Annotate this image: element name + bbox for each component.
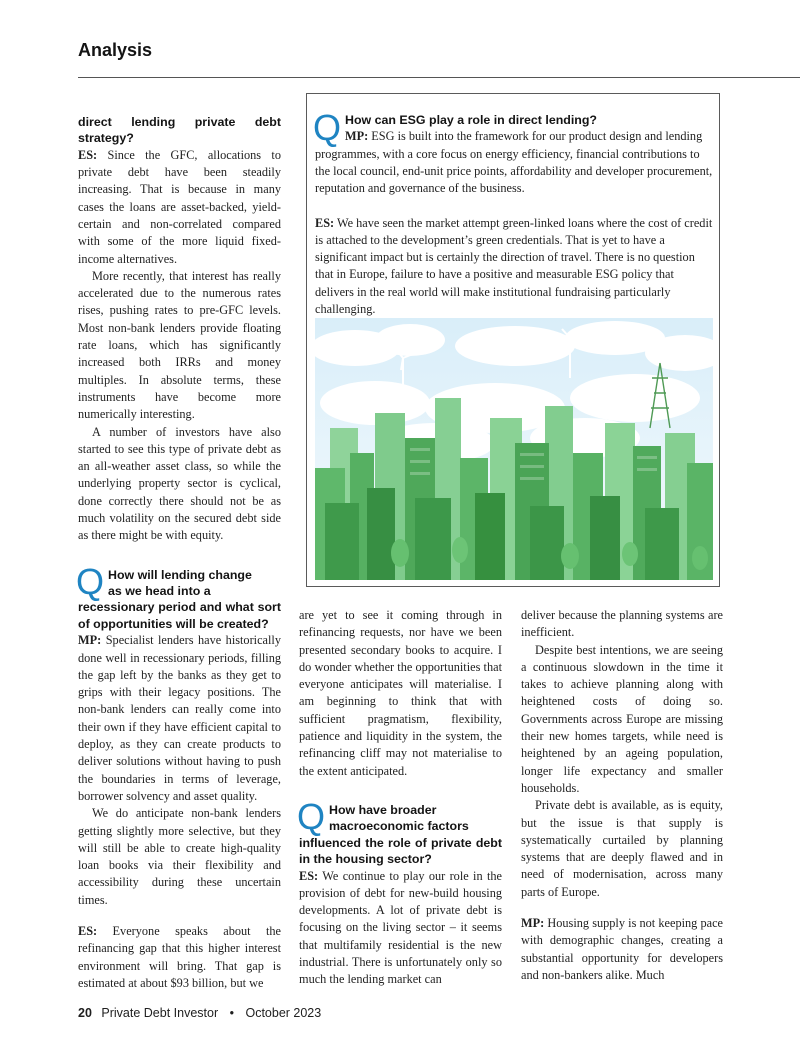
question-mark-glyph: Q <box>313 107 342 148</box>
header-rule <box>78 77 800 78</box>
paragraph: Despite best intentions, we are seeing a continuous slowdown in the time it takes to achieve planning along with heightened costs of doing so. Governments across Europe are missing their new homes targets, while need is heightened by an ageing population, longer life expectancy and smaller households. <box>521 642 723 795</box>
paragraph: MP: Housing supply is not keeping pace with demographic changes, creating a substantial opportunity for developers and non-bankers alike. Much <box>521 916 723 982</box>
question-heading: How have broader macroeconomic factors influenced the role of private debt in the housing sector? <box>299 802 502 867</box>
question-heading: How can ESG play a role in direct lending? <box>345 113 597 127</box>
publication-name: Private Debt Investor <box>101 1006 219 1020</box>
paragraph: ES: Everyone speaks about the refinancing gap that this higher interest environment will bring. That gap is estimated at about $93 billion, but we <box>78 924 281 990</box>
paragraph: More recently, that interest has really accelerated due to the numerous rates rises, pushing rates to pre-GFC levels. Most non-bank lenders provide floating rate loans, which has significantly increased both IRRs and money multiples. In absolute terms, these instruments have become more numerically interesting. <box>78 268 281 422</box>
column-3 <box>521 607 723 984</box>
question-block <box>76 560 281 633</box>
paragraph: MP: Specialist lenders have historically done well in recessionary periods, filling the gap left by the banks as they get to grips with their legacy positions. The non-bank lenders can really come into their own if they have efficient capital to deploy, as they can create products to deliver solutions without having to push the boundaries in terms of leverage, borrower solvency and asset quality. <box>78 633 281 803</box>
paragraph: deliver because the planning systems are inefficient. <box>521 608 723 640</box>
question-block <box>297 795 502 868</box>
section-title: Analysis <box>78 40 153 60</box>
paragraph: ES: Since the GFC, allocations to private debt have been steadily increasing. That is because in many cases the loans are asset-backed, yield-certain and non-correlated compared with some of the more liquid fixed-income alternatives. <box>78 147 281 266</box>
paragraph: MP: ESG is built into the framework for our product design and lending programmes, with a core focus on energy efficiency, financial contributions to the local council, end-unit price points, affordability and developer procurement, reputation and governance of the business. <box>315 129 713 196</box>
question-heading-continued: direct lending private debt strategy? <box>78 115 281 146</box>
footer-separator: • <box>229 1006 234 1020</box>
question-mark-glyph: Q <box>297 795 326 837</box>
speaker-label: ES: <box>78 147 98 162</box>
paragraph: are yet to see it coming through in refinancing requests, nor have we been presented secondary books to acquire. I do wonder whether the opportunities that everyone anticipates will materialise. I am beginning to think that with sufficient pragmatism, flexibility, patience and liquidity in the system, the refinancing cliff may not materialise to the extent anticipated. <box>299 608 502 778</box>
paragraph: ES: We continue to play our role in the provision of debt for new-build housing developments. A lot of private debt is focusing on the living sector – it seems that multifamily residential is the new industrial. There is unfortunately only so much the lending market can <box>299 868 502 987</box>
speaker-label: ES: <box>299 868 319 883</box>
paragraph: A number of investors have also started to see this type of private debt as an all-weather asset class, so while the underlying property sector is cyclical, done correctly there should not be as much volatility on the secured debt side as there might be with equity. <box>78 424 281 543</box>
page-number: 20 <box>78 1006 92 1020</box>
page-footer <box>78 1006 321 1020</box>
paragraph: Private debt is available, as is equity, but the issue is that supply is systematically curtailed by planning systems that are deeply flawed and in need of modernisation, across many parts of Europe. <box>521 798 723 899</box>
speaker-label: MP: <box>345 129 369 144</box>
column-2 <box>299 607 502 989</box>
speaker-label: MP: <box>78 633 102 648</box>
column-1 <box>78 114 281 992</box>
esg-sidebar-text <box>313 107 713 318</box>
question-mark-glyph: Q <box>76 560 105 602</box>
speaker-label: ES: <box>315 215 335 230</box>
paragraph: ES: We have seen the market attempt green-linked loans where the cost of credit is attached to the development’s green credentials. That is yet to have a significant impact but is certainly the direction of travel. There is no question that in Europe, failure to have a positive and measurable ESG policy that delivers in the real world will make institutional fundraising particularly challenging. <box>315 215 713 317</box>
green-city-illustration <box>315 318 713 580</box>
question-heading: How will lending change as we head into a recessionary period and what sort of opportunities will be created? <box>78 567 281 631</box>
question-block <box>313 107 713 198</box>
issue-date: October 2023 <box>245 1006 322 1020</box>
speaker-label: MP: <box>521 916 545 931</box>
speaker-label: ES: <box>78 924 98 939</box>
paragraph: We do anticipate non-bank lenders getting slightly more selective, but they will still be able to create high-quality loan books via their flexibility and accessibility during these uncertain times. <box>78 806 281 907</box>
